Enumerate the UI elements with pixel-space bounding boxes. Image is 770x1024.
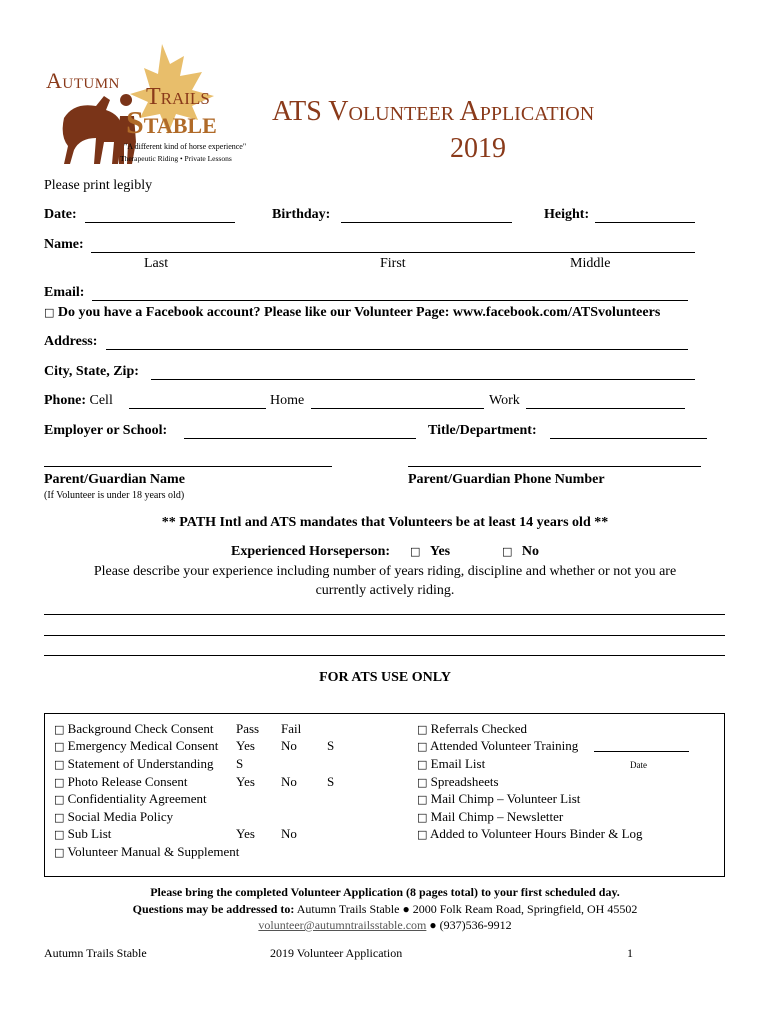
phone-home-field[interactable]	[311, 408, 484, 409]
experience-no-checkbox[interactable]: □	[502, 545, 513, 558]
admin-item-volunteer-manual: □ Volunteer Manual & Supplement	[54, 844, 240, 859]
logo-word-stable: Stable	[126, 104, 217, 140]
questions-line	[0, 902, 770, 917]
contact-line	[0, 918, 770, 933]
age-mandate: ** PATH Intl and ATS mandates that Volunteers be at least 14 years old **	[161, 515, 609, 530]
admin-checkbox[interactable]: □	[417, 758, 428, 771]
admin-item-mailchimp-newsletter: □ Mail Chimp – Newsletter	[417, 809, 564, 824]
logo-word-trails: Trails	[146, 84, 210, 110]
experience-answer-line-3[interactable]	[44, 655, 725, 656]
admin-checkbox[interactable]: □	[417, 723, 428, 736]
admin-status: Yes	[236, 738, 255, 753]
experience-no-label: No	[521, 544, 540, 559]
admin-checkbox[interactable]: □	[417, 811, 428, 824]
name-field[interactable]	[91, 252, 695, 253]
admin-item-training: □ Attended Volunteer Training	[417, 738, 579, 753]
guardian-name-label: Parent/Guardian Name	[44, 472, 185, 487]
phone-row	[44, 393, 113, 409]
questions-label: Questions may be addressed to:	[132, 902, 295, 916]
guardian-phone-label: Parent/Guardian Phone Number	[408, 472, 605, 487]
ats-use-only-box	[44, 713, 725, 877]
experience-prompt-line1: Please describe your experience including number of years riding, discipline and whether or not you are	[93, 564, 677, 579]
admin-checkbox[interactable]: □	[54, 758, 65, 771]
email-label: Email:	[44, 285, 85, 300]
phone-work-caption: Work	[489, 393, 520, 408]
admin-item-statement-of-understanding: □ Statement of Understanding	[54, 756, 214, 771]
admin-item-emergency-medical: □ Emergency Medical Consent	[54, 738, 219, 753]
admin-checkbox[interactable]: □	[54, 811, 65, 824]
logo-services: Therapeutic Riding • Private Lessons	[120, 154, 232, 163]
address-field[interactable]	[106, 349, 688, 350]
training-date-field[interactable]	[594, 751, 689, 752]
questions-address: Autumn Trails Stable ● 2000 Folk Ream Road, Springfield, OH 45502	[296, 902, 638, 916]
title-department-label: Title/Department:	[428, 423, 537, 438]
phone-label: Phone:	[44, 393, 86, 408]
admin-checkbox[interactable]: □	[54, 793, 65, 806]
print-legibly-note: Please print legibly	[44, 178, 153, 193]
admin-item-mailchimp-volunteer: □ Mail Chimp – Volunteer List	[417, 791, 581, 806]
training-date-caption: Date	[630, 760, 647, 770]
guardian-note: (If Volunteer is under 18 years old)	[44, 490, 185, 501]
facebook-question-text: Do you have a Facebook account? Please like our Volunteer Page: www.facebook.com/ATSvolunteers	[57, 305, 661, 320]
admin-item-email-list: □ Email List	[417, 756, 486, 771]
footer-doc-title: 2019 Volunteer Application	[270, 946, 403, 960]
autumn-trails-logo	[44, 38, 247, 173]
admin-item-background-check: □ Background Check Consent	[54, 721, 214, 736]
logo-word-autumn: Autumn	[46, 68, 120, 93]
admin-item-hours-binder: □ Added to Volunteer Hours Binder & Log	[417, 826, 643, 841]
admin-checkbox[interactable]: □	[417, 793, 428, 806]
admin-status: S	[327, 774, 335, 789]
height-field[interactable]	[595, 222, 695, 223]
ats-use-only-heading: FOR ATS USE ONLY	[319, 670, 451, 685]
admin-item-referrals: □ Referrals Checked	[417, 721, 528, 736]
horse-silhouette-icon	[63, 96, 123, 164]
name-label: Name:	[44, 237, 84, 252]
admin-status: Yes	[236, 774, 255, 789]
admin-item-sub-list: □ Sub List	[54, 826, 112, 841]
date-label: Date:	[44, 207, 77, 222]
admin-checkbox[interactable]: □	[417, 828, 428, 841]
name-first-caption: First	[380, 256, 406, 271]
experience-yes-checkbox[interactable]: □	[410, 545, 421, 558]
employer-label: Employer or School:	[44, 423, 168, 438]
admin-status: No	[281, 826, 297, 841]
city-field[interactable]	[151, 379, 695, 380]
date-field[interactable]	[85, 222, 235, 223]
admin-status: Pass	[236, 721, 260, 736]
experience-answer-line-1[interactable]	[44, 614, 725, 615]
phone-cell-caption: Cell	[89, 393, 113, 408]
admin-checkbox[interactable]: □	[417, 776, 428, 789]
logo-tagline: "A different kind of horse experience"	[124, 142, 247, 151]
admin-status: No	[281, 738, 297, 753]
page-title-year: 2019	[450, 133, 506, 164]
birthday-label: Birthday:	[272, 207, 331, 222]
guardian-phone-field[interactable]	[408, 466, 701, 467]
email-field[interactable]	[92, 300, 688, 301]
admin-item-social-media: □ Social Media Policy	[54, 809, 174, 824]
admin-checkbox[interactable]: □	[417, 740, 428, 753]
experience-no-option[interactable]	[502, 544, 539, 560]
phone-home-caption: Home	[270, 393, 305, 408]
name-last-caption: Last	[144, 256, 169, 271]
experience-yes-label: Yes	[429, 544, 451, 559]
admin-status: Yes	[236, 826, 255, 841]
phone-cell-field[interactable]	[129, 408, 266, 409]
facebook-question	[44, 305, 660, 321]
admin-status: S	[327, 738, 335, 753]
height-label: Height:	[544, 207, 590, 222]
employer-field[interactable]	[184, 438, 416, 439]
bring-application-note: Please bring the completed Volunteer Application (8 pages total) to your first scheduled day.	[150, 885, 620, 899]
admin-checkbox[interactable]: □	[54, 846, 65, 859]
city-label: City, State, Zip:	[44, 364, 139, 379]
admin-item-spreadsheets: □ Spreadsheets	[417, 774, 499, 789]
admin-checkbox[interactable]: □	[54, 828, 65, 841]
name-middle-caption: Middle	[570, 256, 611, 271]
address-label: Address:	[44, 334, 98, 349]
contact-email-link[interactable]: volunteer@autumntrailsstable.com	[258, 918, 427, 932]
contact-phone: ● (937)536-9912	[429, 918, 512, 932]
admin-checkbox[interactable]: □	[54, 776, 65, 789]
experience-label: Experienced Horseperson:	[231, 544, 391, 559]
experience-answer-line-2[interactable]	[44, 635, 725, 636]
experience-prompt-line2: currently actively riding.	[315, 583, 455, 598]
admin-status: S	[236, 756, 244, 771]
phone-work-field[interactable]	[526, 408, 685, 409]
title-department-field[interactable]	[550, 438, 707, 439]
admin-item-photo-release: □ Photo Release Consent	[54, 774, 188, 789]
page-title: ATS Volunteer Application	[272, 96, 595, 127]
admin-checkbox[interactable]: □	[54, 740, 65, 753]
admin-status: No	[281, 774, 297, 789]
footer-page-number: 1	[627, 946, 633, 960]
guardian-name-field[interactable]	[44, 466, 332, 467]
admin-status: Fail	[281, 721, 302, 736]
admin-item-confidentiality: □ Confidentiality Agreement	[54, 791, 207, 806]
admin-checkbox[interactable]: □	[54, 723, 65, 736]
experience-yes-option[interactable]	[410, 544, 450, 560]
footer-org: Autumn Trails Stable	[44, 946, 147, 960]
facebook-checkbox[interactable]: □	[44, 306, 55, 319]
birthday-field[interactable]	[341, 222, 512, 223]
